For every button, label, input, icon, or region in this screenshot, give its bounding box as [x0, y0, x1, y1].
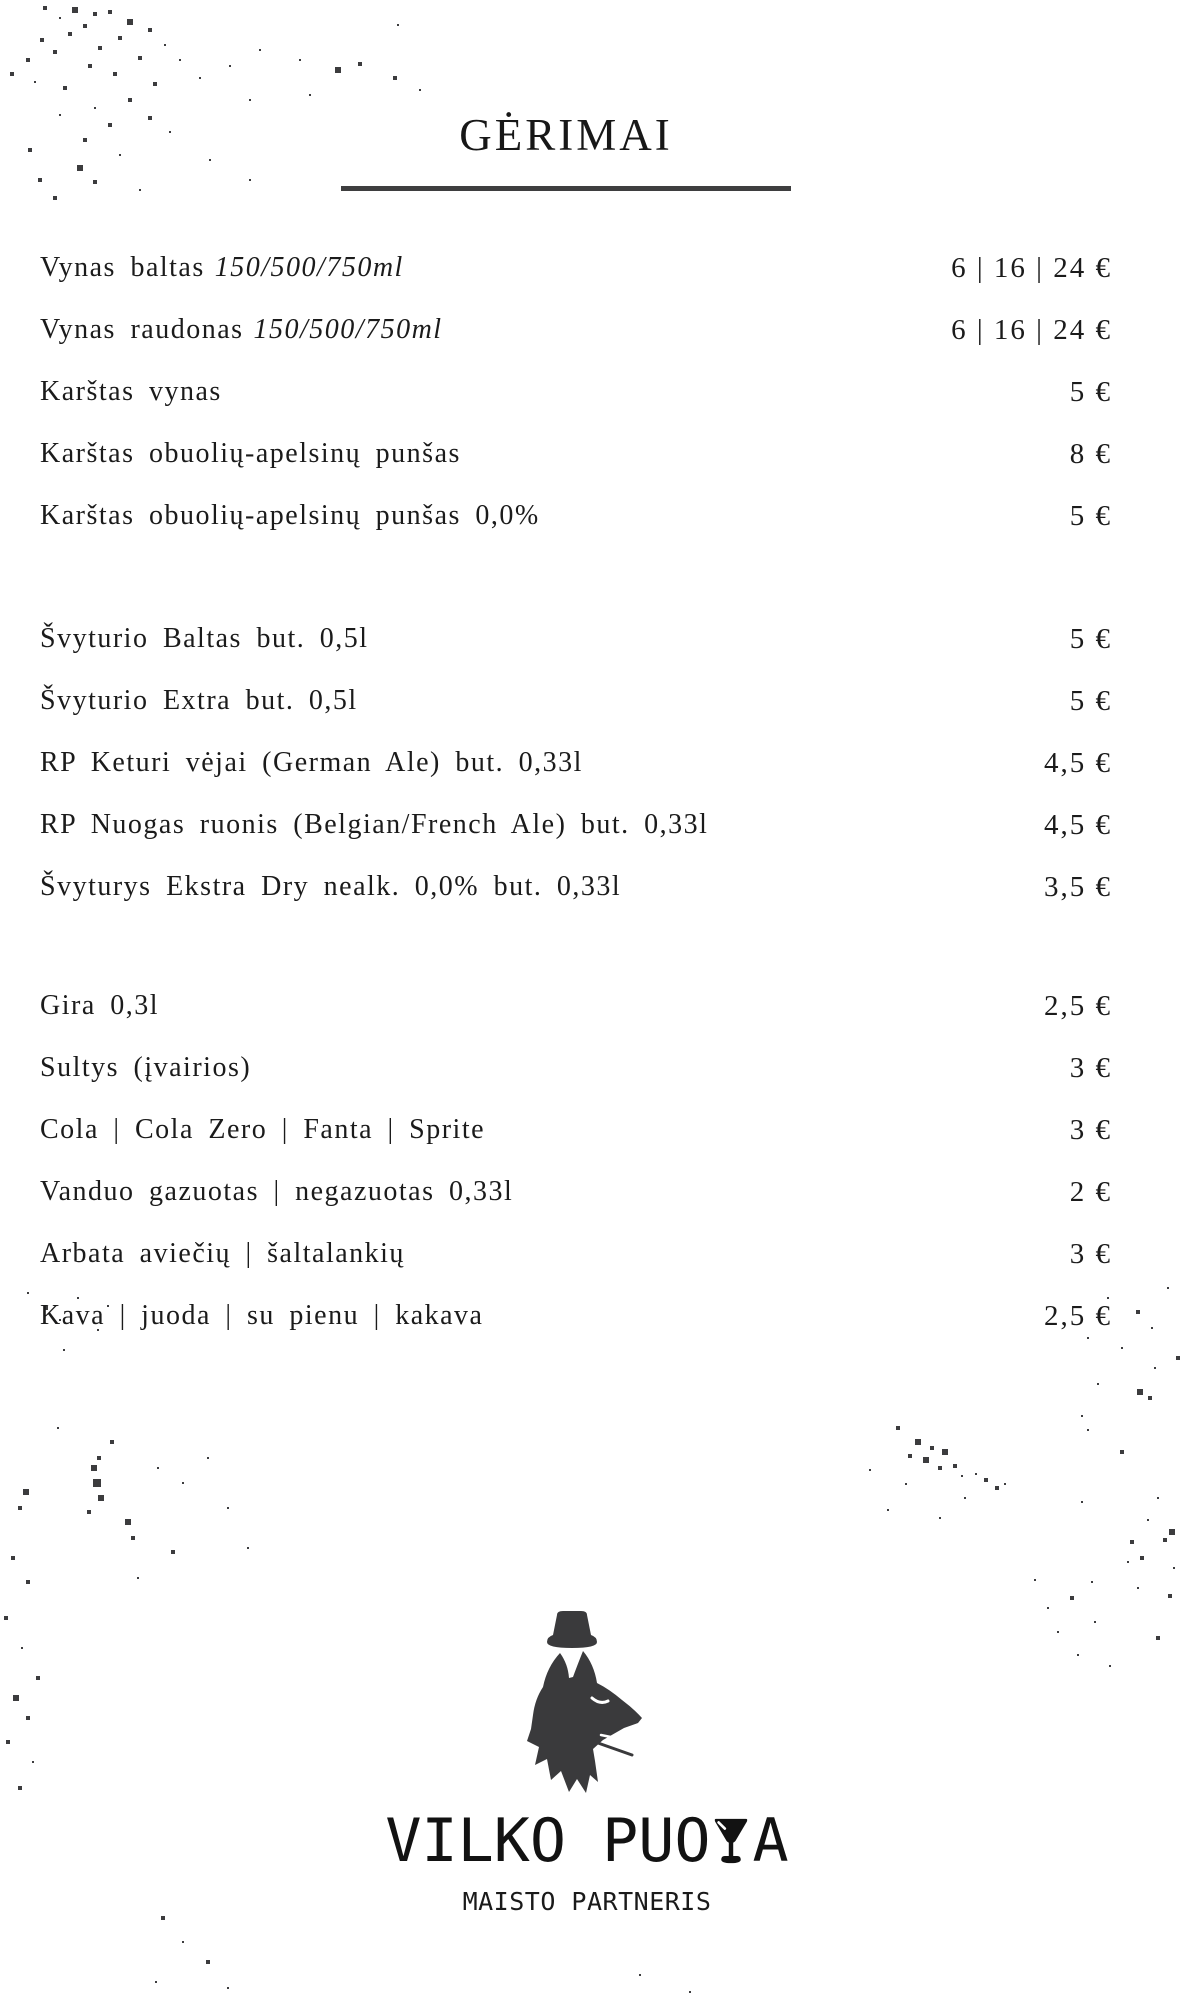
menu-item-row	[40, 485, 1112, 547]
menu-item-name	[40, 1052, 251, 1084]
menu-item-row	[40, 670, 1112, 732]
goblet-icon	[711, 1818, 751, 1864]
menu-item-title: Karštas obuolių-apelsinų punšas 0,0%	[40, 500, 540, 531]
menu-item-title: RP Nuogas ruonis (Belgian/French Ale) but. 0,33l	[40, 809, 709, 840]
menu-item-row	[40, 423, 1112, 485]
menu-item-title: Kava | juoda | su pienu | kakava	[40, 1300, 484, 1331]
menu-item-title: Švyturys Ekstra Dry nealk. 0,0% but. 0,33l	[40, 871, 622, 902]
menu-item-price: 3 €	[1069, 1051, 1112, 1084]
menu-item-row	[40, 237, 1112, 299]
brand-tagline: MAISTO PARTNERIS	[462, 1887, 712, 1916]
menu-item-name	[40, 252, 404, 284]
menu-item-name	[40, 438, 461, 470]
menu-item-row	[40, 1161, 1112, 1223]
menu-item-row	[40, 1223, 1112, 1285]
menu-item-title: Vynas raudonas	[40, 314, 244, 345]
menu-item-price: 5 €	[1069, 622, 1112, 655]
menu-item-price: 3 €	[1069, 1113, 1112, 1146]
menu-item-title: Sultys (įvairios)	[40, 1052, 252, 1083]
menu-item-price: 2,5 €	[1044, 989, 1112, 1022]
menu-item-row	[40, 1037, 1112, 1099]
brand-name	[385, 1806, 789, 1876]
title-underline	[341, 186, 791, 191]
menu-item-title: Švyturio Baltas but. 0,5l	[40, 623, 369, 654]
brand-name-right: A	[752, 1806, 789, 1876]
menu-list	[40, 237, 1112, 1347]
menu-item-row	[40, 794, 1112, 856]
menu-item-price: 5 €	[1069, 499, 1112, 532]
page-title: GĖRIMAI	[459, 110, 673, 160]
menu-item-row	[40, 732, 1112, 794]
menu-item-price: 5 €	[1069, 684, 1112, 717]
menu-item-name	[40, 1300, 484, 1332]
menu-item-name	[40, 747, 583, 779]
menu-item-title: Arbata aviečių | šaltalankių	[40, 1238, 405, 1269]
menu-item-price: 2 €	[1069, 1175, 1112, 1208]
menu-item-name	[40, 809, 708, 841]
menu-item-row	[40, 608, 1112, 670]
menu-item-price: 8 €	[1069, 437, 1112, 470]
menu-item-detail: 150/500/750ml	[253, 314, 443, 345]
menu-item-title: Vanduo gazuotas | negazuotas 0,33l	[40, 1176, 514, 1207]
menu-item-price: 6 | 16 | 24 €	[951, 251, 1112, 284]
menu-item-name	[40, 500, 540, 532]
menu-section-wine-and-hot-drinks	[40, 237, 1112, 547]
menu-item-name	[40, 623, 369, 655]
menu-section-beer	[40, 608, 1112, 918]
menu-item-name	[40, 990, 159, 1022]
menu-item-name	[40, 376, 222, 408]
menu-item-title: Karštas vynas	[40, 376, 222, 407]
menu-item-row	[40, 361, 1112, 423]
menu-item-price: 2,5 €	[1044, 1299, 1112, 1332]
menu-item-price: 4,5 €	[1044, 746, 1112, 779]
brand-footer	[0, 1602, 1182, 1916]
brand-name-left: VILKO PUO	[385, 1806, 711, 1876]
wolf-top-hat-logo-icon	[525, 1602, 650, 1802]
menu-item-name	[40, 1114, 485, 1146]
menu-item-title: Gira 0,3l	[40, 990, 160, 1021]
menu-item-row	[40, 299, 1112, 361]
menu-item-detail: 150/500/750ml	[214, 252, 404, 283]
menu-item-price: 3,5 €	[1044, 870, 1112, 903]
menu-item-row	[40, 975, 1112, 1037]
menu-item-title: Vynas baltas	[40, 252, 205, 283]
menu-item-title: Švyturio Extra but. 0,5l	[40, 685, 358, 716]
menu-item-name	[40, 871, 621, 903]
menu-item-row	[40, 1099, 1112, 1161]
menu-item-title: Karštas obuolių-apelsinų punšas	[40, 438, 461, 469]
menu-item-price: 6 | 16 | 24 €	[951, 313, 1112, 346]
menu-item-price: 5 €	[1069, 375, 1112, 408]
menu-item-price: 3 €	[1069, 1237, 1112, 1270]
menu-item-title: Cola | Cola Zero | Fanta | Sprite	[40, 1114, 486, 1145]
menu-header	[0, 110, 1161, 191]
menu-item-title: RP Keturi vėjai (German Ale) but. 0,33l	[40, 747, 583, 778]
menu-item-name	[40, 1176, 513, 1208]
menu-item-row	[40, 1285, 1112, 1347]
menu-item-name	[40, 1238, 405, 1270]
menu-item-name	[40, 685, 358, 717]
menu-item-name	[40, 314, 443, 346]
menu-item-price: 4,5 €	[1044, 808, 1112, 841]
menu-section-soft-drinks	[40, 975, 1112, 1347]
menu-item-row	[40, 856, 1112, 918]
